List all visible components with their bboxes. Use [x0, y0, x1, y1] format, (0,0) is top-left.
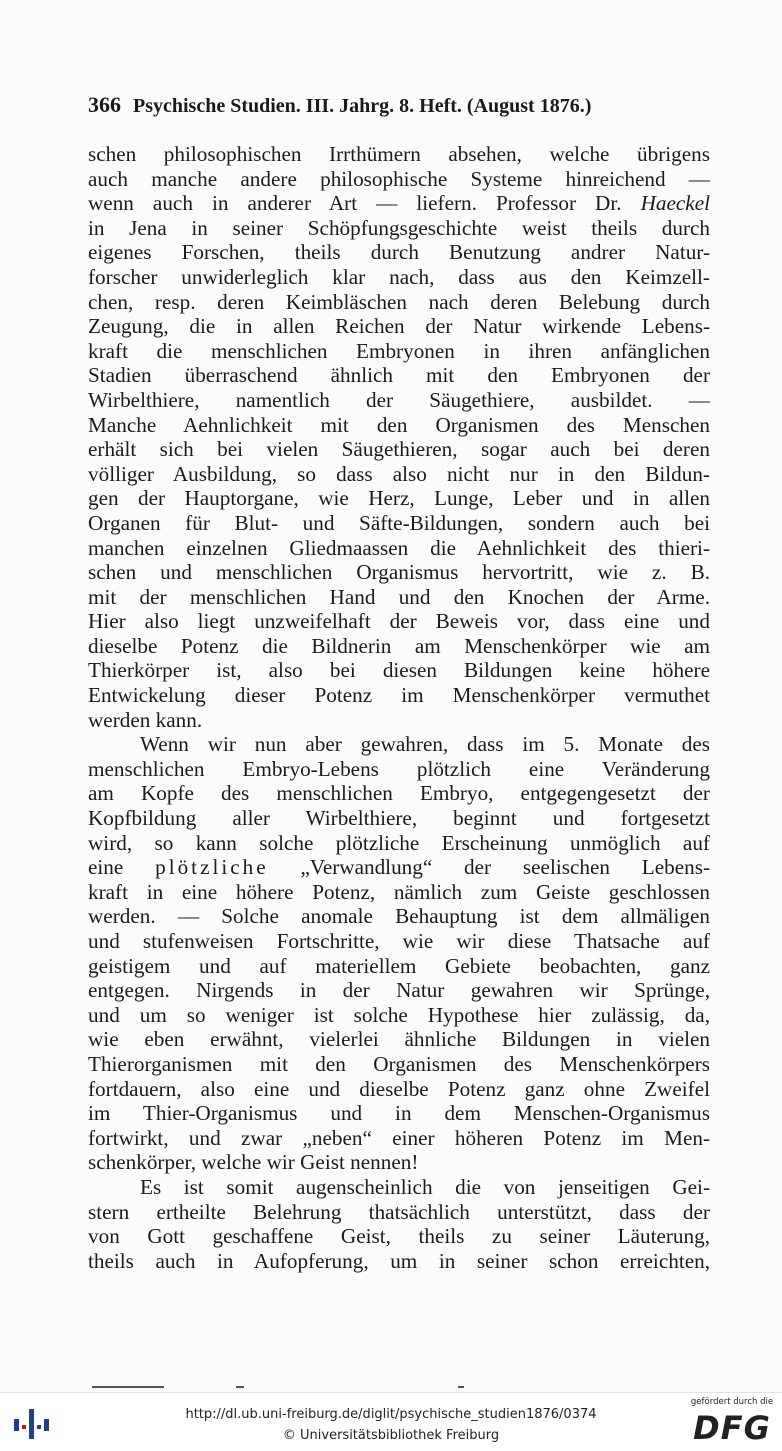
- text-line: kraft in eine höhere Potenz, nämlich zum Geiste geschlossen: [88, 879, 710, 904]
- text-line: fortwirkt, und zwar „neben“ einer höheren Potenz im Men-: [88, 1125, 710, 1150]
- text-line: und stufenweisen Fortschritte, wie wir diese Thatsache auf: [88, 929, 710, 953]
- text-line: schen und menschlichen Organismus hervortritt, wie z. B.: [88, 560, 710, 585]
- text-line: am Kopfe des menschlichen Embryo, entgegengesetzt der: [88, 781, 710, 806]
- text-line: dieselbe Potenz die Bildnerin am Menschenkörper wie am: [88, 633, 710, 658]
- text-line: im Thier-Organismus und in dem Menschen-Organismus: [88, 1101, 710, 1126]
- text-line: Entwickelung dieser Potenz im Menschenkörper vermuthet: [88, 683, 710, 708]
- paragraph-start-line: Es ist somit augenscheinlich die von jenseitigen Gei-: [140, 1174, 710, 1199]
- text-line: Stadien überraschend ähnlich mit den Embryonen der: [88, 363, 710, 388]
- running-title: Psychische Studien. III. Jahrg. 8. Heft. (August 1876.): [133, 95, 592, 117]
- text-line: chen, resp. deren Keimbläschen nach deren Belebung durch: [88, 289, 710, 314]
- text-line: Organen für Blut- und Säfte-Bildungen, sondern auch bei: [88, 510, 710, 535]
- dfg-logo-text: DFG: [693, 1409, 771, 1447]
- scan-margin-mark: [458, 1386, 464, 1388]
- text-line: Hier also liegt unzweifelhaft der Beweis vor, dass eine und: [88, 609, 710, 634]
- text-line: schen philosophischen Irrthümern absehen, welche übrigens: [88, 142, 710, 166]
- page-number: 366: [88, 92, 121, 117]
- text-line: erhält sich bei vielen Säugethieren, sogar auch bei deren: [88, 437, 710, 462]
- text-line: in Jena in seiner Schöpfungsgeschichte weist theils durch: [88, 215, 710, 240]
- dfg-tagline: gefördert durch die: [690, 1397, 774, 1407]
- text-line: werden. — Solche anomale Behauptung ist dem allmäligen: [88, 904, 710, 929]
- text-line: mit der menschlichen Hand und den Knochen der Arme.: [88, 584, 710, 609]
- text-line-with-name: wenn auch in anderer Art — liefern. Professor Dr. Haeckel: [88, 191, 710, 216]
- text-line: Manche Aehnlichkeit mit den Organismen des Menschen: [88, 412, 710, 437]
- paragraph-start-line: Wenn wir nun aber gewahren, dass im 5. Monate des: [140, 732, 710, 757]
- text-line: Thierorganismen mit den Organismen des Menschenkörpers: [88, 1051, 710, 1076]
- text-line: Wirbelthiere, namentlich der Säugethiere, ausbildet. —: [88, 387, 710, 412]
- dfg-logo-icon[interactable]: [690, 1397, 774, 1449]
- body-text: [88, 142, 710, 1273]
- scan-margin-mark: [92, 1386, 164, 1388]
- text-line: eigenes Forschen, theils durch Benutzung andrer Natur-: [88, 240, 710, 265]
- text-line: Zeugung, die in allen Reichen der Natur wirkende Lebens-: [88, 314, 710, 339]
- text-line: Thierkörper ist, also bei diesen Bildungen keine höhere: [88, 658, 710, 683]
- text-line: auch manche andere philosophische Systeme hinreichend —: [88, 166, 710, 191]
- text-line: theils auch in Aufopferung, um in seiner schon erreichten,: [88, 1248, 710, 1273]
- spaced-word: plötzliche: [155, 855, 269, 880]
- digitization-footer: [0, 1392, 782, 1451]
- text-line: kraft die menschlichen Embryonen in ihren anfänglichen: [88, 338, 710, 363]
- running-header: [88, 92, 708, 118]
- text-line: forscher unwiderleglich klar nach, dass aus den Keimzell-: [88, 264, 710, 289]
- copyright-notice: © Universitätsbibliothek Freiburg: [282, 1428, 500, 1443]
- text-line: von Gott geschaffene Geist, theils zu seiner Läuterung,: [88, 1224, 710, 1249]
- text-line: Kopfbildung aller Wirbelthiere, beginnt und fortgesetzt: [88, 806, 710, 831]
- text-line: stern ertheilte Belehrung thatsächlich unterstützt, dass der: [88, 1199, 710, 1224]
- text-line: entgegen. Nirgends in der Natur gewahren wir Sprünge,: [88, 978, 710, 1003]
- text-line: manchen einzelnen Gliedmaassen die Aehnlichkeit des thieri-: [88, 535, 710, 560]
- text-line: fortdauern, also eine und dieselbe Potenz ganz ohne Zweifel: [88, 1076, 710, 1101]
- text-line: menschlichen Embryo-Lebens plötzlich eine Veränderung: [88, 756, 710, 781]
- text-line: wie eben erwähnt, vielerlei ähnliche Bildungen in vielen: [88, 1027, 710, 1052]
- text-line: wird, so kann solche plötzliche Erscheinung unmöglich auf: [88, 830, 710, 855]
- italic-name: Haeckel: [640, 191, 710, 216]
- source-url-link[interactable]: http://dl.ub.uni-freiburg.de/diglit/psychische_studien1876/0374: [185, 1407, 597, 1422]
- paragraph-end-line: schenkörper, welche wir Geist nennen!: [88, 1150, 419, 1175]
- text-line: gen der Hauptorgane, wie Herz, Lunge, Leber und in allen: [88, 486, 710, 511]
- paragraph-end-line: werden kann.: [88, 707, 203, 732]
- scan-margin-mark: [236, 1386, 244, 1388]
- text-line: völliger Ausbildung, so dass also nicht nur in den Bildun-: [88, 461, 710, 486]
- text-line: geistigem und auf materiellem Gebiete beobachten, ganz: [88, 953, 710, 978]
- text-line: und um so weniger ist solche Hypothese hier zulässig, da,: [88, 1002, 710, 1027]
- text-line-with-spaced-word: eine plötzliche „Verwandlung“ der seelischen Lebens-: [88, 855, 711, 880]
